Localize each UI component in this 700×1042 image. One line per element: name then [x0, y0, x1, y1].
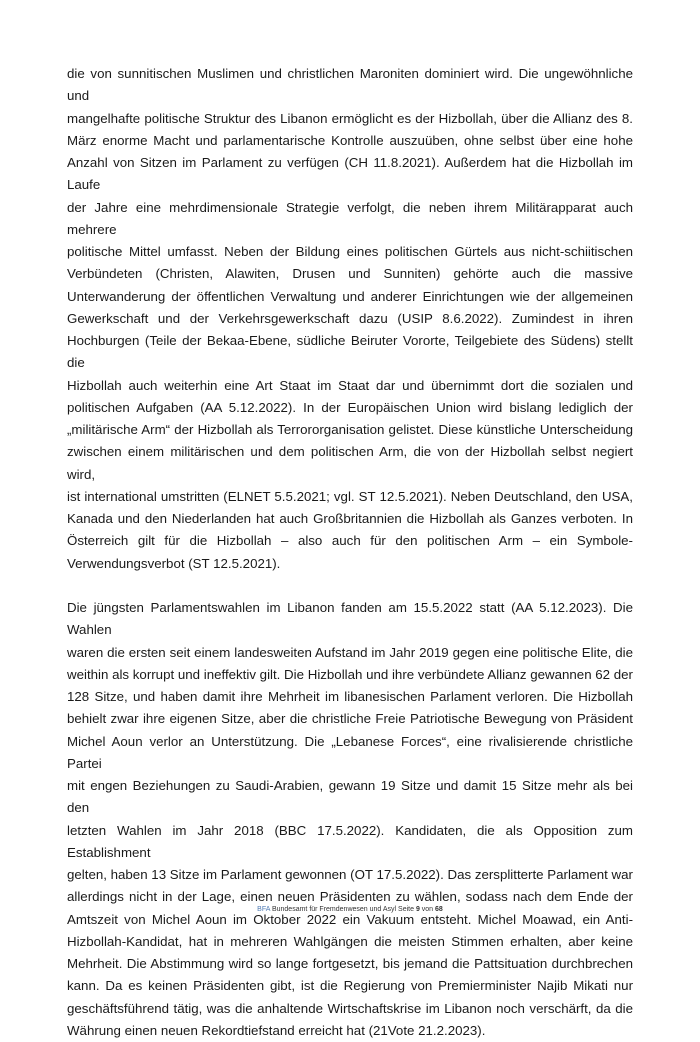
text-line: kann. Da es keinen Präsidenten gibt, ist die Regierung von Premierminister Najib Mikati nur: [67, 978, 633, 994]
text-line: behielt zwar ihre eigenen Sitze, aber die christliche Freie Patriotische Bewegung von Präsident: [67, 711, 633, 727]
text-line: Michel Aoun verlor an Unterstützung. Die „Lebanese Forces“, eine rivalisierende christliche Partei: [67, 733, 633, 771]
text-line: Unterwanderung der öffentlichen Verwaltung und anderer Einrichtungen wie der allgemeinen: [67, 288, 633, 304]
text-line: politische Mittel umfasst. Neben der Bildung eines politischen Gürtels aus nicht-schiitischen: [67, 244, 633, 259]
text-line: weithin als korrupt und ineffektiv gilt. Die Hizbollah und ihre verbündete Allianz gewannen 62 der: [67, 666, 633, 682]
text-line: Hochburgen (Teile der Bekaa-Ebene, südliche Beiruter Vororte, Teilgebiete des Südens) stellt die: [67, 333, 633, 371]
paragraph-hizbollah-structure: [67, 63, 633, 575]
text-line: Verwendungsverbot (ST 12.5.2021).: [67, 555, 281, 571]
text-line: politischen Aufgaben (AA 5.12.2022). In der Europäischen Union wird bislang lediglich der: [67, 399, 633, 415]
document-body: [67, 63, 633, 1042]
text-line: Hizbollah-Kandidat, hat in mehreren Wahlgängen die meisten Stimmen erhalten, aber keine: [67, 933, 633, 949]
text-line: mit engen Beziehungen zu Saudi-Arabien, gewann 19 Sitze und damit 15 Sitze mehr als bei den: [67, 778, 633, 816]
text-line: letzten Wahlen im Jahr 2018 (BBC 17.5.2022). Kandidaten, die als Opposition zum Establishment: [67, 822, 633, 860]
text-line: Kanada und den Niederlanden hat auch Großbritannien die Hizbollah als Ganzes verboten. In: [67, 511, 633, 526]
text-line: die von sunnitischen Muslimen und christlichen Maroniten dominiert wird. Die ungewöhnliche und: [67, 66, 633, 104]
text-line: März enorme Macht und parlamentarische Kontrolle auszuüben, ohne selbst über eine hohe: [67, 132, 633, 148]
page-number-total: 68: [435, 906, 443, 913]
footer-org-name: Bundesamt für Fremdenwesen und Asyl Seite: [270, 906, 416, 913]
footer-page-separator: von: [419, 906, 436, 913]
text-line: der Jahre eine mehrdimensionale Strategie verfolgt, die neben ihrem Militärapparat auch mehrere: [67, 199, 633, 237]
text-line: Verbündeten (Christen, Alawiten, Drusen und Sunniten) gehörte auch die massive: [67, 266, 633, 282]
text-line: geschäftsführend tätig, was die anhaltende Wirtschaftskrise im Libanon noch verschärft, da die: [67, 1000, 633, 1016]
text-line: gelten, haben 13 Sitze im Parlament gewonnen (OT 17.5.2022). Das zersplitterte Parlament war: [67, 867, 633, 882]
text-line: Mehrheit. Die Abstimmung wird so lange fortgesetzt, bis jemand die Pattsituation durchbrechen: [67, 956, 633, 971]
text-line: 128 Sitze, und haben damit ihre Mehrheit im libanesischen Parlament verloren. Die Hizbollah: [67, 689, 633, 704]
text-line: waren die ersten seit einem landesweiten Aufstand im Jahr 2019 gegen eine politische Elite, die: [67, 644, 633, 660]
page-number-current: 9: [415, 906, 420, 913]
text-line: „militärische Arm“ der Hizbollah als Terrororganisation gelistet. Diese künstliche Unterscheidung: [67, 422, 633, 437]
text-line: Anzahl von Sitzen im Parlament zu verfügen (CH 11.8.2021). Außerdem hat die Hizbollah im Laufe: [67, 155, 633, 193]
text-line: Gewerkschaft und der Verkehrsgewerkschaft dazu (USIP 8.6.2022). Zumindest in ihren: [67, 310, 633, 326]
bfa-logo-text: BFA: [257, 906, 271, 913]
text-line: Amtszeit von Michel Aoun im Oktober 2022 ein Vakuum entsteht. Michel Moawad, ein Anti-: [67, 911, 633, 927]
text-line: allerdings nicht in der Lage, einen neuen Präsidenten zu wählen, sodass nach dem Ende der: [67, 889, 633, 905]
text-line: Österreich gilt für die Hizbollah – also auch für den politischen Arm – ein Symbole-: [67, 533, 633, 549]
text-line: Die jüngsten Parlamentswahlen im Libanon fanden am 15.5.2022 statt (AA 5.12.2023). Die Wahlen: [67, 600, 633, 638]
text-line: mangelhafte politische Struktur des Libanon ermöglicht es der Hizbollah, über die Allianz des 8.: [67, 110, 633, 126]
text-line: Hizbollah auch weiterhin eine Art Staat im Staat dar und übernimmt dort die sozialen und: [67, 377, 633, 393]
text-line: ist international umstritten (ELNET 5.5.2021; vgl. ST 12.5.2021). Neben Deutschland, den USA,: [67, 488, 633, 504]
text-line: Währung einen neuen Rekordtiefstand erreicht hat (21Vote 21.2.2023).: [67, 1022, 486, 1038]
text-line: zwischen einem militärischen und dem politischen Arm, die von der Hizbollah selbst negiert wird,: [67, 444, 633, 482]
page-footer: [0, 906, 700, 913]
paragraph-parliament-elections: [67, 597, 633, 1042]
